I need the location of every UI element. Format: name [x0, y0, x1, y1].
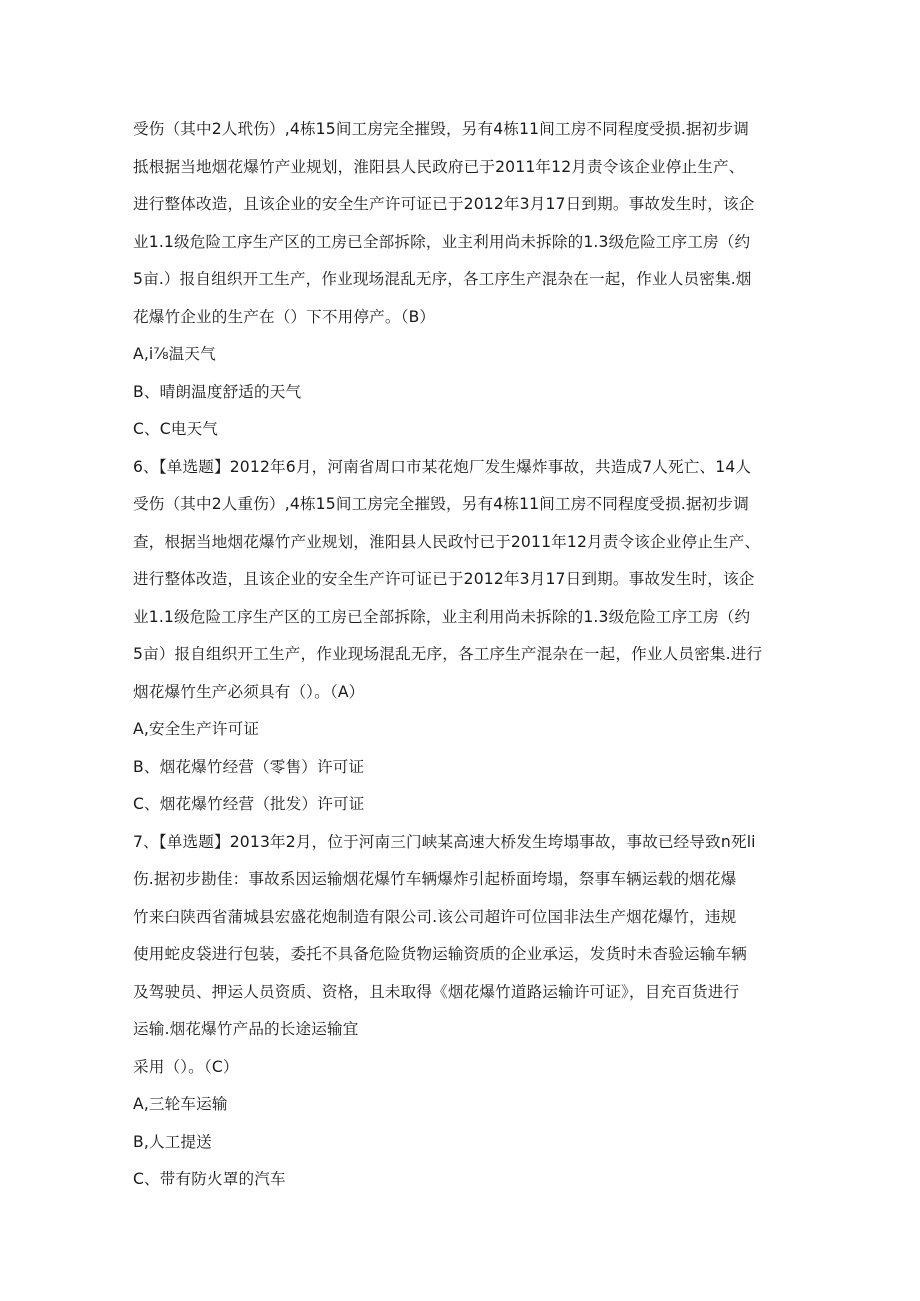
answer-option: A,三轮车运输 — [133, 1095, 228, 1113]
answer-option: A,安全生产许可证 — [133, 720, 260, 738]
question-text-line: 5亩）报自组织开工生产，作业现场混乱无序，各工序生产混杂在一起，作业人员密集.进行 — [133, 645, 763, 663]
answer-option: A,i⅞温天气 — [133, 345, 216, 363]
question-block — [133, 449, 793, 824]
question-text-line: 业1.1级危险工序生产区的工房已全部拆除，业主利用尚未拆除的1.3级危险工序工房（约 — [133, 232, 751, 251]
question-text-line: 采用（）。（C） — [133, 1057, 239, 1076]
question-text-line: 业1.1级危险工序生产区的工房已全部拆除，业主利用尚未拆除的1.3级危险工序工房（约 — [133, 607, 751, 626]
question-text-line: 进行整体改造，且该企业的安全生产许可证已于2012年3月17日到期。事故发生时，该企 — [133, 195, 755, 213]
question-text-line: 花爆竹企业的生产在（）下不用停产。（B） — [133, 307, 436, 326]
answer-option: B、烟花爆竹经营（零售）许可证 — [133, 757, 365, 776]
question-text-line: 伤.据初步勘佳：事故系因运输烟花爆竹车辆爆炸引起桥面垮塌，祭事车辆运载的烟花爆 — [133, 870, 737, 888]
question-text-line: 受伤（其中2人玳伤）,4栋15间工房完全摧毁，另有4栋11间工房不同程度受损.据初步调 — [133, 120, 749, 138]
question-text-line: 6、【单选题】2012年6月，河南省周口市某花炮厂发生爆炸事故，共造成7人死亡、14人 — [133, 457, 752, 476]
answer-option: C、烟花爆竹经营（批发）许可证 — [133, 795, 365, 813]
answer-option: B、晴朗温度舒适的天气 — [133, 382, 302, 401]
answer-option: C、带有防火罩的汽车 — [133, 1170, 286, 1188]
question-text-line: 受伤（其中2人重伤）,4栋15间工房完全摧毁，另有4栋11间工房不同程度受损.据初步调 — [133, 495, 749, 513]
question-text-line: 使用蛇皮袋进行包装，委托不具备危险货物运输资质的企业承运，发货时未杳验运输车辆 — [133, 945, 748, 963]
question-text-line: 烟花爆竹生产必须具有（）。（A） — [133, 682, 365, 701]
question-text-line: 竹来臼陕西省蒲城县宏盛花炮制造有限公司.该公司超许可位国非法生产烟花爆竹，违规 — [133, 907, 737, 926]
question-text-line: 进行整体改造，且该企业的安全生产许可证已于2012年3月17日到期。事故发生时，该企 — [133, 570, 755, 588]
document-body — [133, 111, 793, 1199]
question-text-line: 5亩.）报自组织开工生产，作业现场混乱无序，各工序生产混杂在一起，作业人员密集.烟 — [133, 270, 752, 288]
question-block — [133, 111, 793, 449]
question-text-line: 及驾驶员、押运人员资质、资格，且未取得《烟花爆竹道路运输许可证》，目充百货进行 — [133, 982, 740, 1001]
answer-option: C、C电天气 — [133, 420, 219, 438]
question-text-line: 抵根据当地烟花爆竹产业规划，淮阳县人民政府已于2011年12月责令该企业停止生产、 — [133, 157, 745, 176]
question-text-line: 运输.烟花爆竹产品的长途运输宜 — [133, 1020, 359, 1038]
question-text-line: 查，根据当地烟花爆竹产业规划，淮阳县人民政忖已于2011年12月责令该企业停止生产、 — [133, 532, 761, 551]
answer-option: B,人工提送 — [133, 1132, 212, 1151]
question-text-line: 7、【单选题】2013年2月，位于河南三门峡某高速大桥发生垮塌事故，事故已经导致n死li — [133, 832, 756, 851]
question-block — [133, 824, 793, 1199]
